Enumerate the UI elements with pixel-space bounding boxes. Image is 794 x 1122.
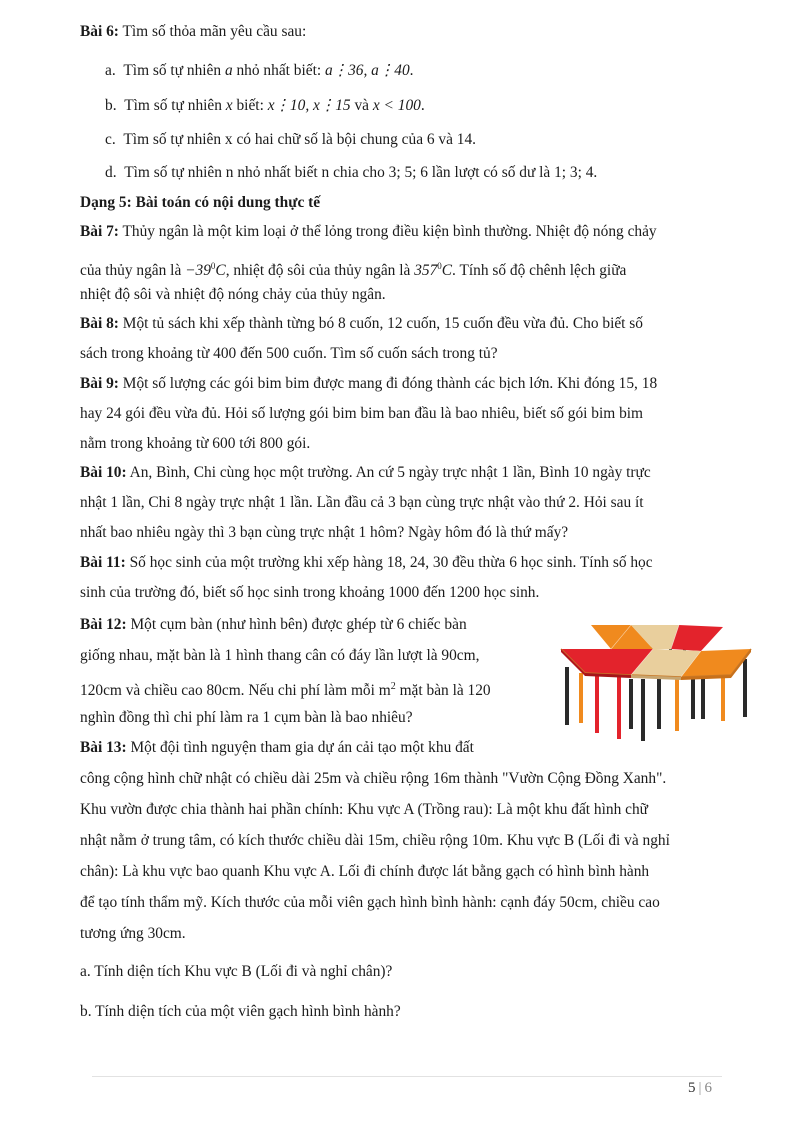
exercise-10-line-1: Bài 10: An, Bình, Chi cùng học một trường. An cứ 5 ngày trực nhật 1 lần, Bình 10 ngày trực	[80, 464, 651, 481]
table-tops	[561, 625, 751, 680]
exercise-12-line-2: giống nhau, mặt bàn là 1 hình thang cân có đáy lần lượt là 90cm,	[80, 647, 480, 664]
exercise-9-line-2: hay 24 gói đều vừa đủ. Hỏi số lượng gói bim bim ban đầu là bao nhiêu, biết số gói bim bim	[80, 405, 644, 422]
exercise-7-line-2: của thủy ngân là $-39^0C$, nhiệt độ sôi của thủy ngân là $357^0C$. Tính số độ chênh lệch giữa	[80, 261, 627, 280]
exercise-13-line-6: để tạo tính thẩm mỹ. Kích thước của mỗi viên gạch hình bình hành: cạnh đáy 50cm, chiều cao	[80, 894, 660, 911]
exercise-8-line-2: sách trong khoảng từ 400 đến 500 cuốn. Tìm số cuốn sách trong tủ?	[80, 345, 498, 362]
exercise-6a: a. Tìm số tự nhiên a nhỏ nhất biết: a⋮36, a⋮40.	[105, 62, 414, 79]
exercise-13-line-5: chân): Là khu vực bao quanh Khu vực A. Lối đi chính được lát bằng gạch có hình bình hành	[80, 863, 650, 880]
exercise-12-line-4: nghìn đồng thì chi phí làm ra 1 cụm bàn là bao nhiêu?	[80, 709, 413, 726]
page-number: 5 | 6	[688, 1080, 713, 1096]
exercise-10-line-2: nhật 1 lần, Chi 8 ngày trực nhật 1 lần. Lần đầu cả 3 bạn cùng trực nhật vào thứ 2. Hỏi sau ít	[80, 494, 644, 511]
exercise-6b: b. Tìm số tự nhiên x biết: x⋮10, x⋮15 và x < 100.	[105, 97, 425, 114]
exercise-6-heading: Bài 6: Tìm số thỏa mãn yêu cầu sau:	[80, 23, 307, 40]
exercise-11-line-1: Bài 11: Số học sinh của một trường khi xếp hàng 18, 24, 30 đều thừa 6 học sinh. Tính số học	[80, 554, 653, 571]
exercise-7-line-3: nhiệt độ sôi và nhiệt độ nóng chảy của thủy ngân.	[80, 286, 386, 303]
exercise-12-line-1: Bài 12: Một cụm bàn (như hình bên) được ghép từ 6 chiếc bàn	[80, 616, 467, 633]
exercise-13-line-7: tương ứng 30cm.	[80, 925, 186, 942]
footer-divider	[92, 1076, 722, 1077]
exercise-8-line-1: Bài 8: Một tủ sách khi xếp thành từng bó 8 cuốn, 12 cuốn, 15 cuốn đều vừa đủ. Cho biết số	[80, 315, 643, 332]
exercise-13-line-3: Khu vườn được chia thành hai phần chính: Khu vực A (Trồng rau): Là một khu đất hình chữ	[80, 801, 648, 818]
exercise-6d: d. Tìm số tự nhiên n nhỏ nhất biết n chia cho 3; 5; 6 lần lượt có số dư là 1; 3; 4.	[105, 164, 598, 181]
exercise-13-line-2: công cộng hình chữ nhật có chiều dài 25m và chiều rộng 16m thành "Vườn Cộng Đồng Xanh".	[80, 770, 667, 787]
exercise-7-line-1: Bài 7: Thủy ngân là một kim loại ở thể lỏng trong điều kiện bình thường. Nhiệt độ nóng chảy	[80, 223, 657, 240]
exercise-9-line-1: Bài 9: Một số lượng các gói bim bim được mang đi đóng thành các bịch lớn. Khi đóng 15, 18	[80, 375, 658, 392]
table-cluster-image	[551, 605, 757, 751]
section-heading-dang-5: Dạng 5: Bài toán có nội dung thực tế	[80, 194, 321, 211]
exercise-13-question-b: b. Tính diện tích của một viên gạch hình bình hành?	[80, 1003, 401, 1020]
exercise-12-line-3: 120cm và chiều cao 80cm. Nếu chi phí làm mỗi $m^2$ mặt bàn là 120	[80, 681, 491, 700]
exercise-6c: c. Tìm số tự nhiên x có hai chữ số là bội chung của 6 và 14.	[105, 131, 477, 148]
exercise-10-line-3: nhất bao nhiêu ngày thì 3 bạn cùng trực nhật 1 hôm? Ngày hôm đó là thứ mấy?	[80, 524, 569, 541]
exercise-9-line-3: nằm trong khoảng từ 600 tới 800 gói.	[80, 435, 311, 452]
exercise-13-question-a: a. Tính diện tích Khu vực B (Lối đi và nghỉ chân)?	[80, 963, 393, 980]
exercise-11-line-2: sinh của trường đó, biết số học sinh trong khoảng 1000 đến 1200 học sinh.	[80, 584, 540, 601]
exercise-13-line-1: Bài 13: Một đội tình nguyện tham gia dự án cải tạo một khu đất	[80, 739, 474, 756]
exercise-13-line-4: nhật nằm ở trung tâm, có kích thước chiều dài 15m, chiều rộng 10m. Khu vực B (Lối đi và nghỉ	[80, 832, 670, 849]
